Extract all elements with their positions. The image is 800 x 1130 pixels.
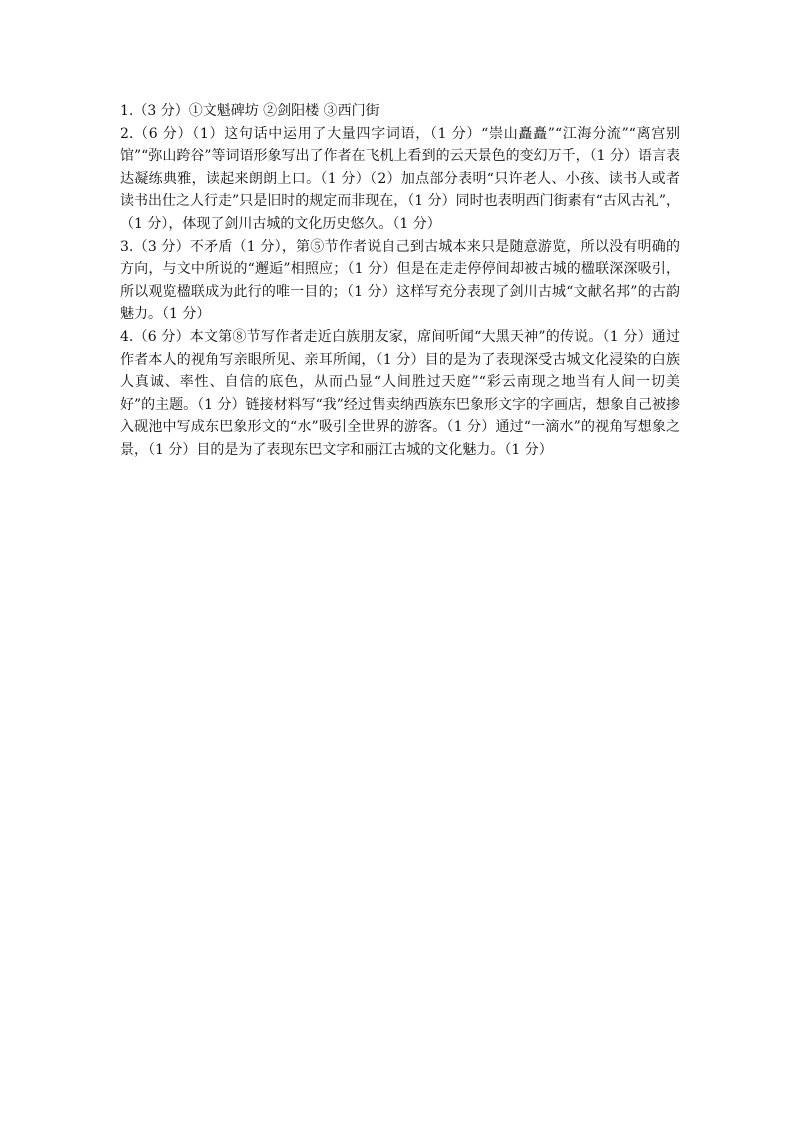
answer-key [120,100,680,462]
answer-2: 2.（6 分）（1）这句话中运用了大量四字词语，（1 分）“崇山矗矗”“江海分流”“离宫别馆”“弥山跨谷”等词语形象写出了作者在飞机上看到的云天景色的变幻万千，（1 分）语言表达凝练典雅，读起来朗朗上口。（1 分）（2）加点部分表明“只许老人、小孩、读书人或者读书出仕之人行走”只是旧时的规定而非现在，（1 分）同时也表明西门街素有“古风古礼”，（1 分），体现了剑川古城的文化历史悠久。（1 分） [120,125,680,232]
answer-3: 3.（3 分）不矛盾（1 分），第⑤节作者说自己到古城本来只是随意游览，所以没有明确的方向，与文中所说的“邂逅”相照应；（1 分）但是在走走停停间却被古城的楹联深深吸引，所以观览楹联成为此行的唯一目的；（1 分）这样写充分表现了剑川古城“文献名邦”的古韵魅力。（1 分） [120,238,680,323]
answer-4: 4.（6 分）本文第⑧节写作者走近白族朋友家，席间听闻“大黑天神”的传说。（1 分）通过作者本人的视角写亲眼所见、亲耳所闻，（1 分）目的是为了表现深受古城文化浸染的白族人真诚、率性、自信的底色，从而凸显“人间胜过天庭”“彩云南现之地当有人间一切美好”的主题。（1 分）链接材料写“我”经过售卖纳西族东巴象形文字的字画店，想象自己被掺入砚池中写成东巴象形文的“水”吸引全世界的游客。（1 分）通过“一滴水”的视角写想象之景，（1 分）目的是为了表现东巴文字和丽江古城的文化魅力。（1 分） [120,328,680,458]
answer-1: 1.（3 分）①文魁碑坊 ②剑阳楼 ③西门街 [120,103,380,119]
